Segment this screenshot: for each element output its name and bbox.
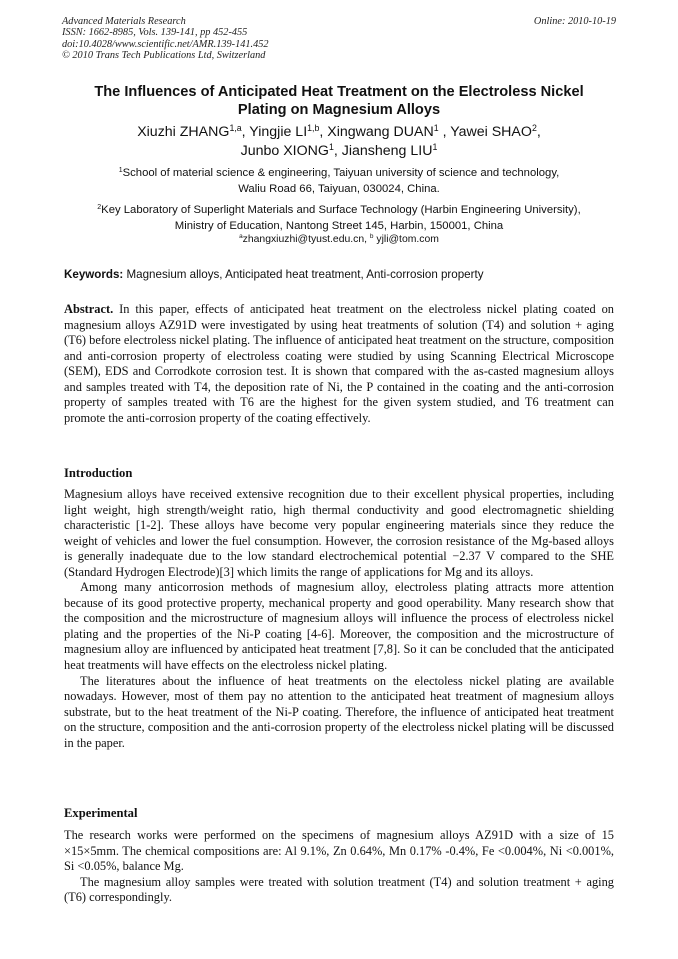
- email-mark: b: [369, 233, 374, 241]
- paragraph: The magnesium alloy samples were treated with solution treatment (T4) and solution treatment + aging (T6) correspondingly.: [64, 874, 614, 905]
- author-name: , Yingjie LI: [241, 124, 308, 140]
- section-heading-introduction: Introduction: [64, 466, 133, 480]
- introduction-body: [64, 487, 614, 751]
- abstract: [64, 302, 614, 426]
- author-separator: ,: [536, 124, 541, 140]
- author-affiliation-mark: 2: [531, 123, 537, 134]
- online-date: Online: 2010-10-19: [533, 16, 616, 27]
- author-name: , Jiansheng LIU: [333, 143, 433, 159]
- author-list: [40, 123, 638, 161]
- author-emails: [40, 233, 638, 247]
- author-name: , Yawei SHAO: [438, 124, 532, 140]
- journal-header: [62, 16, 269, 61]
- abstract-paragraph: [64, 302, 614, 426]
- affiliation-2-line-2: Ministry of Education, Nantong Street 145, Harbin, 150001, China: [174, 219, 504, 232]
- affiliation-text: Key Laboratory of Superlight Materials and Surface Technology (Harbin Engineering University),: [101, 204, 581, 216]
- author-line-1: [40, 123, 638, 142]
- author-affiliation-mark: 1: [328, 142, 334, 153]
- author-name: Xiuzhi ZHANG: [137, 124, 230, 140]
- paragraph: The literatures about the influence of heat treatments on the electoless nickel plating are available nowadays. However, most of them pay no attention to the anticipated heat treatment of magnesium alloys substrate, but to the heat treatment of the Ni-P coating. Therefore, the influence of anticipated heat treatment on the structure, composition and the anti-corrosion property of the electroless nickel plating will be discussed in the paper.: [64, 673, 614, 750]
- author-name: Junbo XIONG: [240, 143, 329, 159]
- keywords: [64, 267, 484, 282]
- keywords-text: Magnesium alloys, Anticipated heat treatment, Anti-corrosion property: [123, 268, 484, 281]
- abstract-text: In this paper, effects of anticipated heat treatment on the electroless nickel plating coated on magnesium alloys AZ91D were investigated by using heat treatments of solution (T4) and solution + aging (T6) before electroless nickel plating. The influence of anticipated heat treatment on the structure, composition and anti-corrosion property of electroless coating were studied by using Scanning Electrical Microscope (SEM), EDS and Corrodkote corrosion test. It is shown that compared with the as-casted magnesium alloys and samples treated with T4, the deposition rate of Ni, the P contained in the coating and the anti-corrosion property of samples treated with T6 are the highest for the given system studied, and T6 treatment can promote the anti-corrosion property of the coating effectively.: [64, 302, 614, 425]
- author-affiliation-mark: 1,a: [229, 123, 242, 134]
- journal-name: Advanced Materials Research: [62, 16, 186, 27]
- section-heading-experimental: Experimental: [64, 806, 138, 820]
- affiliation-1: [40, 166, 638, 197]
- affiliation-text: School of material science & engineering, Taiyuan university of science and technology,: [122, 167, 560, 179]
- journal-copyright: © 2010 Trans Tech Publications Ltd, Switzerland: [62, 49, 266, 61]
- abstract-label: Abstract.: [64, 302, 114, 316]
- affiliation-1-line-2: Waliu Road 66, Taiyuan, 030024, China.: [238, 182, 440, 195]
- email-a: zhangxiuzhi@tyust.edu.cn,: [242, 234, 370, 245]
- paragraph: The research works were performed on the specimens of magnesium alloys AZ91D with a size of 15 ×15×5mm. The chemical compositions are: Al 9.1%, Zn 0.64%, Mn 0.17% -0.4%, Fe <0.004%, Ni <0.001%, Si <0.05%, balance Mg.: [64, 828, 614, 874]
- journal-issn: ISSN: 1662-8985, Vols. 139-141, pp 452-455: [62, 27, 248, 39]
- keywords-label: Keywords:: [64, 268, 124, 281]
- author-name: , Xingwang DUAN: [319, 124, 434, 140]
- paper-title: [50, 83, 628, 119]
- paragraph: Magnesium alloys have received extensive recognition due to their excellent physical properties, including light weight, high strength/weight ratio, high thermal conductivity and good electromagnetic shielding characteristic [1-2]. These alloys have become very popular engineering materials since they reduce the weight of vehicles and lower the fuel consumption. However, the corrosion resistance of the Mg-based alloys is generally inadequate due to the low standard electrochemical potential −2.37 V compared to the SHE (Standard Hydrogen Electrode)[3] which limits the range of applications for Mg and its alloys.: [64, 487, 614, 579]
- author-affiliation-mark: 1,b: [307, 123, 320, 134]
- email-mark: a: [239, 233, 243, 241]
- affiliation-1-line-1: [40, 166, 638, 182]
- paragraph: Among many anticorrosion methods of magnesium alloy, electroless plating attracts more attention because of its good protective property, mechanical property and good operability. Many research show that the composition and the microstructure of magnesium alloys will influence the process of electroless nickel plating and the properties of the Ni-P coating [4-6]. Moreover, the composition and the microstructure of magnesium alloy are influenced by anticipated heat treatment [7,8]. So it can be concluded that the anticipated heat treatments will have effects on the electroless nickel plating.: [64, 580, 614, 673]
- affiliation-2-line-1: [40, 203, 638, 219]
- journal-doi: doi:10.4028/www.scientific.net/AMR.139-141.452: [62, 38, 269, 50]
- author-affiliation-mark: 1: [433, 123, 439, 134]
- email-b: yjli@tom.com: [373, 234, 439, 245]
- experimental-body: [64, 828, 614, 906]
- title-line-1: The Influences of Anticipated Heat Treatment on the Electroless Nickel: [94, 84, 584, 100]
- affiliation-mark: 2: [97, 204, 102, 212]
- title-line-2: Plating on Magnesium Alloys: [237, 102, 441, 118]
- affiliation-2: [40, 203, 638, 234]
- author-line-2: [40, 142, 638, 161]
- author-affiliation-mark: 1: [432, 142, 438, 153]
- affiliation-mark: 1: [118, 167, 123, 175]
